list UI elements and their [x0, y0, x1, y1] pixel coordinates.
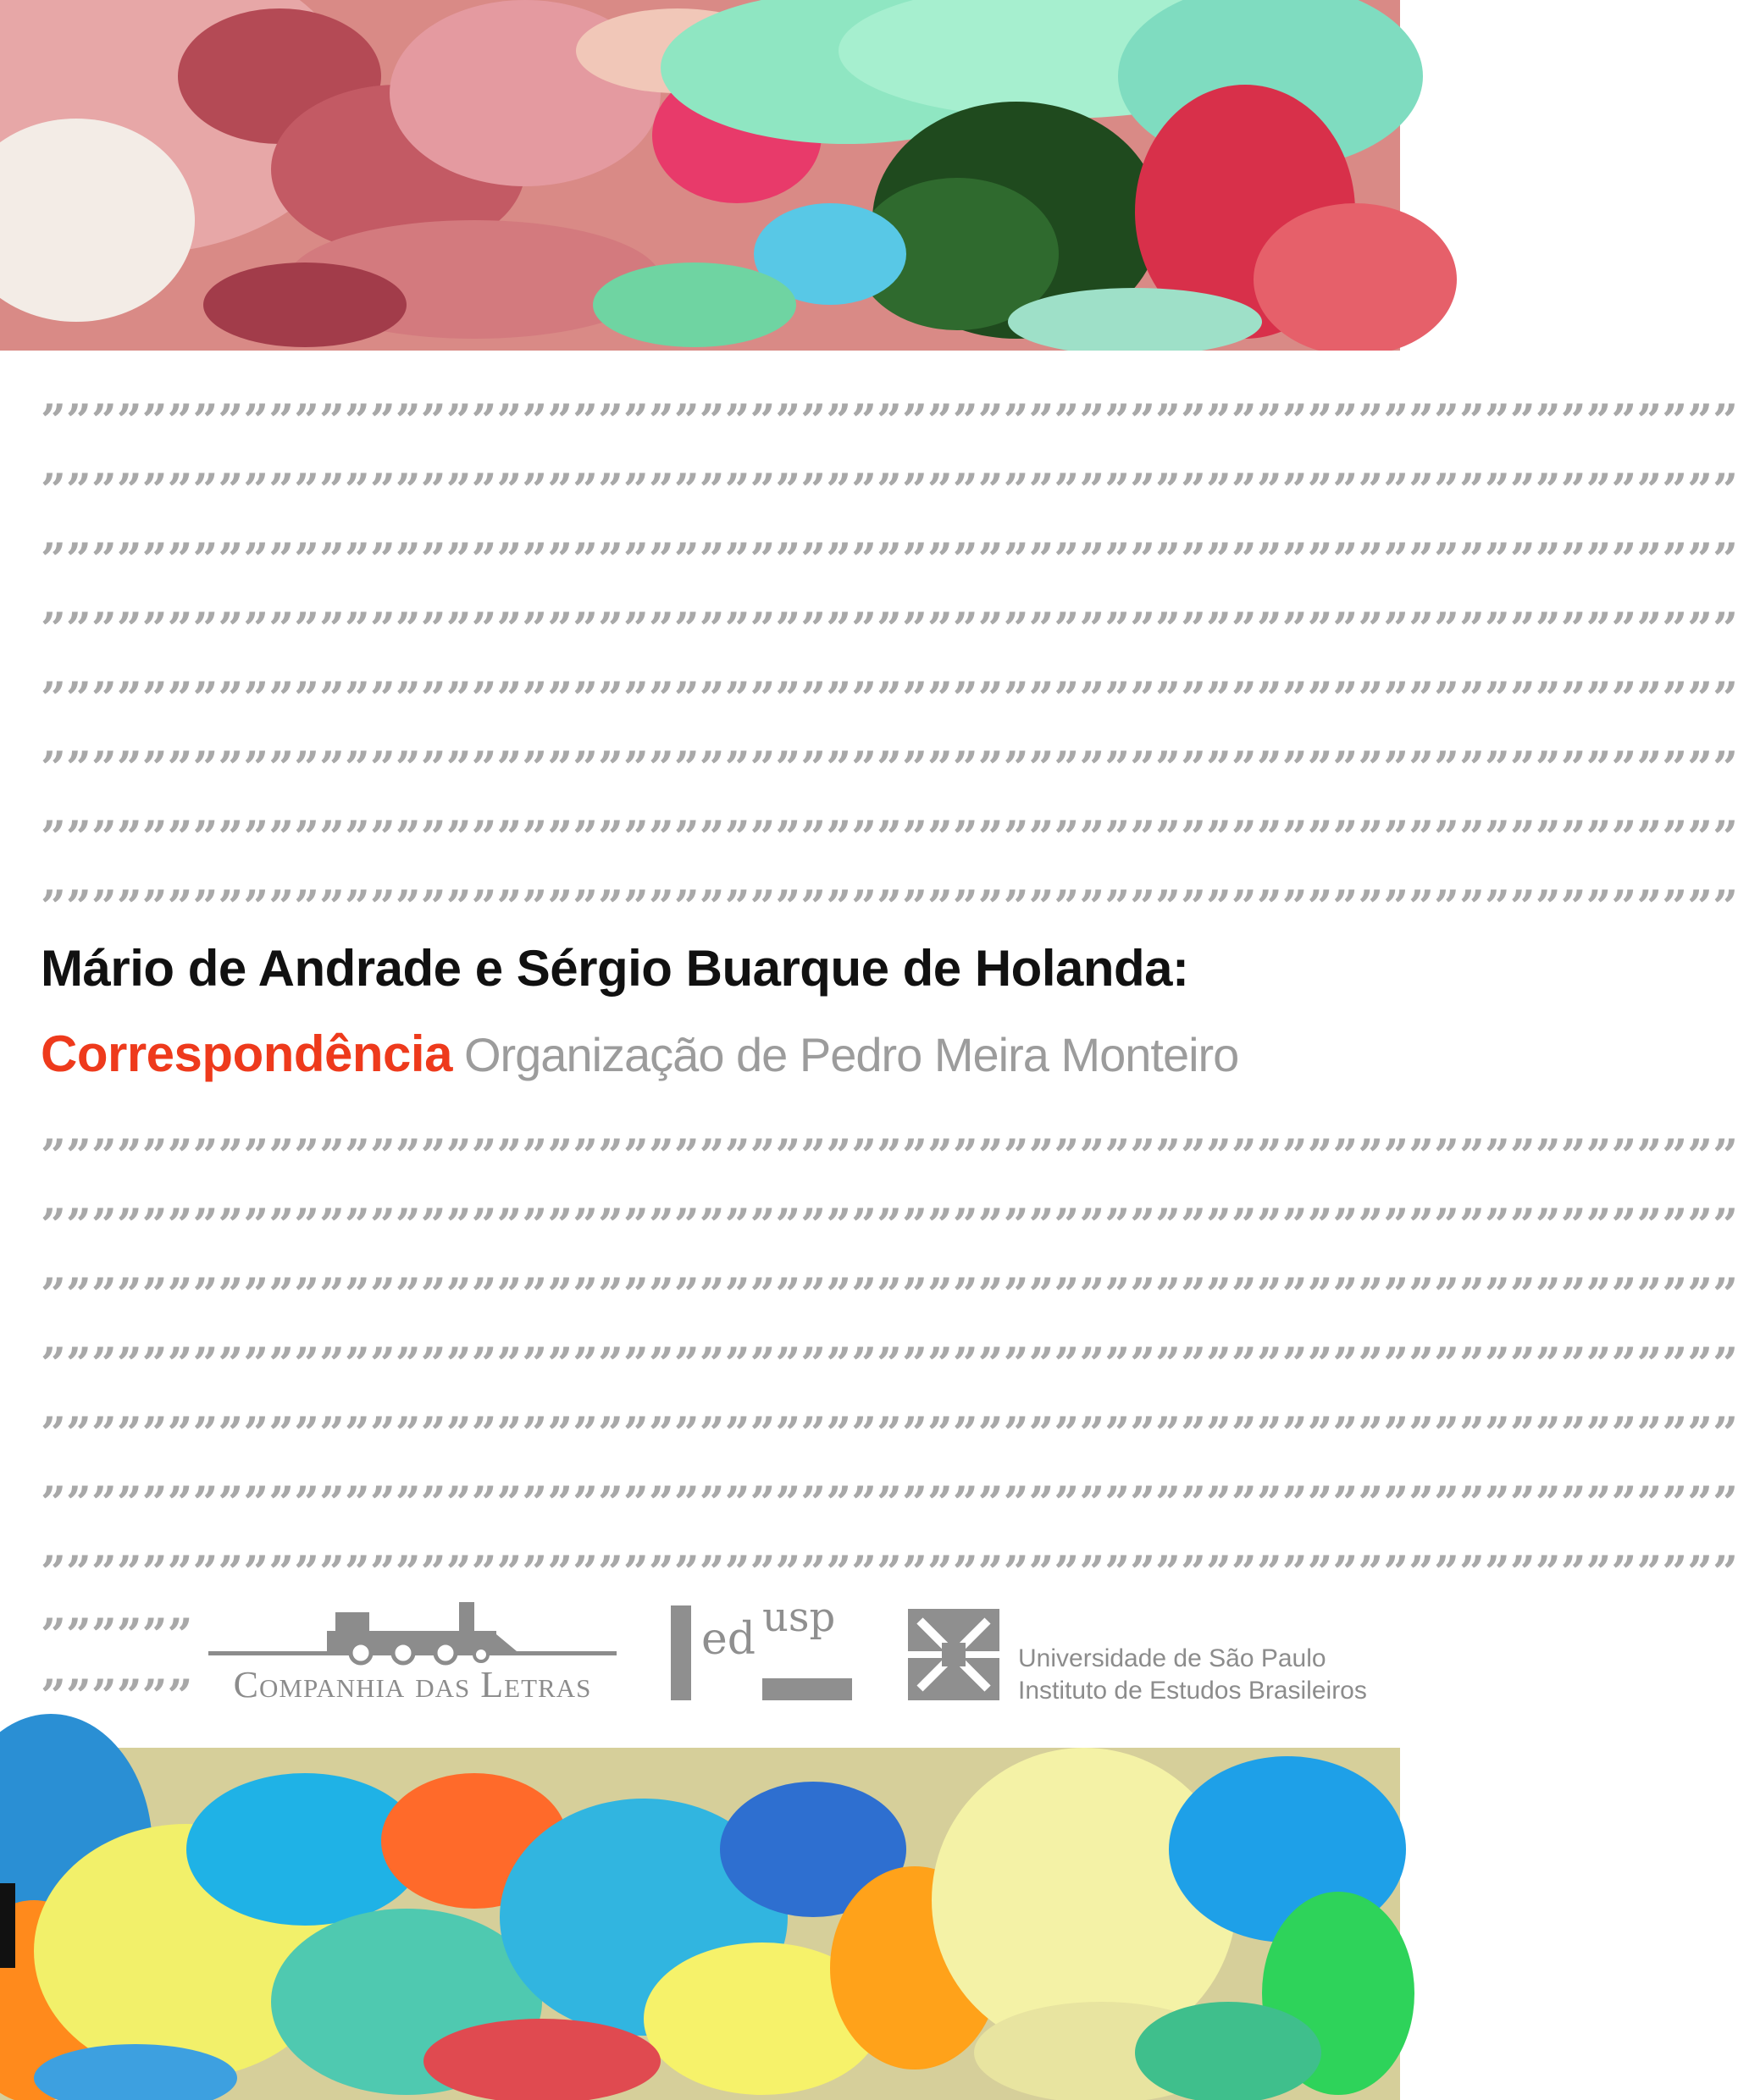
locomotive-icon: [208, 1597, 617, 1665]
quote-pattern-row: [41, 1610, 193, 1661]
book-subtitle: [41, 1025, 1238, 1083]
quote-pattern-row: [41, 1478, 1738, 1529]
quote-pattern: ”””””””””””””””””””””””””””””””””””””””””””””””””””””””””””””””””””: [41, 1130, 1738, 1182]
subtitle-main: Correspondência: [41, 1025, 452, 1082]
quote-pattern-row: [41, 395, 1738, 447]
quote-pattern-row: [41, 1408, 1738, 1460]
companhia-label: Companhia das Letras: [233, 1664, 592, 1705]
quote-pattern: ”””””””””””””””””””””””””””””””””””””””””””””””””””””””””””””””””””: [41, 881, 1738, 933]
quote-pattern-row: [41, 881, 1738, 933]
quote-pattern-row: [41, 1130, 1738, 1182]
quote-pattern-row: [41, 1671, 193, 1722]
edusp-ed-text: ed: [701, 1614, 756, 1665]
quote-pattern-row: [41, 604, 1738, 655]
quote-pattern: ”””””””””””””””””””””””””””””””””””””””””””””””””””””””””””””””””””: [41, 395, 1738, 447]
edusp-vertical-bar: [671, 1605, 691, 1700]
quote-pattern-row: [41, 743, 1738, 794]
companhia-das-letras-wordmark: [208, 1663, 617, 1706]
quote-pattern: ”””””””””””””””””””””””””””””””””””””””””””””””””””””””””””””””””””: [41, 534, 1738, 586]
edusp-horizontal-bar: [762, 1678, 852, 1700]
subtitle-organizer: Organização de Pedro Meira Monteiro: [463, 1028, 1239, 1081]
quote-pattern: ”””””””””””””””””””””””””””””””””””””””””””””””””””””””””””””””””””: [41, 1339, 1738, 1390]
book-title: Mário de Andrade e Sérgio Buarque de Holanda:: [41, 940, 1189, 997]
usp-ieb-wordmark: [1018, 1643, 1367, 1707]
quote-pattern: ”””””””””””””””””””””””””””””””””””””””””””””””””””””””””””””””””””: [41, 1478, 1738, 1529]
cover-painting-bottom: [0, 1748, 1400, 2100]
quote-pattern-row: [41, 465, 1738, 517]
ieb-logo-icon: [908, 1609, 999, 1700]
quote-pattern: ”””””””””””””””””””””””””””””””””””””””””””””””””””””””””””””””””””: [41, 465, 1738, 517]
quote-pattern-row: [41, 1339, 1738, 1390]
quote-pattern-row: [41, 534, 1738, 586]
quote-pattern: ”””””””””””””””””””””””””””””””””””””””””””””””””””””””””””””””””””: [41, 1269, 1738, 1321]
quote-pattern: ”””””””””””””””””””””””””””””””””””””””””””””””””””””””””””””””””””: [41, 604, 1738, 655]
quote-pattern: ”””””””””””””””””””””””””””””””””””””””””””””””””””””””””””””””””””: [41, 1547, 1738, 1599]
quote-pattern: ”””””””””””””””””””””””””””””””””””””””””””””””””””””””””””””””””””: [41, 1200, 1738, 1252]
quote-pattern: ”””””””””””””””””””””””””””””””””””””””””””””””””””””””””””””””””””: [41, 812, 1738, 864]
quote-pattern-row: [41, 1269, 1738, 1321]
quote-pattern: ”””””””””””””””””””””””””””””””””””””””””””””””””””””””””””””””””””: [41, 1408, 1738, 1460]
quote-pattern: ””””””: [41, 1671, 193, 1722]
quote-pattern: ”””””””””””””””””””””””””””””””””””””””””””””””””””””””””””””””””””: [41, 743, 1738, 794]
quote-pattern-row: [41, 812, 1738, 864]
edusp-logo: [671, 1594, 854, 1700]
companhia-das-letras-logo: [208, 1597, 617, 1705]
quote-pattern: ””””””: [41, 1610, 193, 1661]
ieb-name: Instituto de Estudos Brasileiros: [1018, 1677, 1367, 1705]
edusp-usp-text: usp: [762, 1594, 836, 1641]
usp-name: Universidade de São Paulo: [1018, 1644, 1326, 1672]
quote-pattern-row: [41, 1547, 1738, 1599]
quote-pattern: ”””””””””””””””””””””””””””””””””””””””””””””””””””””””””””””””””””: [41, 673, 1738, 725]
quote-pattern-row: [41, 1200, 1738, 1252]
quote-pattern-row: [41, 673, 1738, 725]
cover-painting-top: [0, 0, 1400, 351]
